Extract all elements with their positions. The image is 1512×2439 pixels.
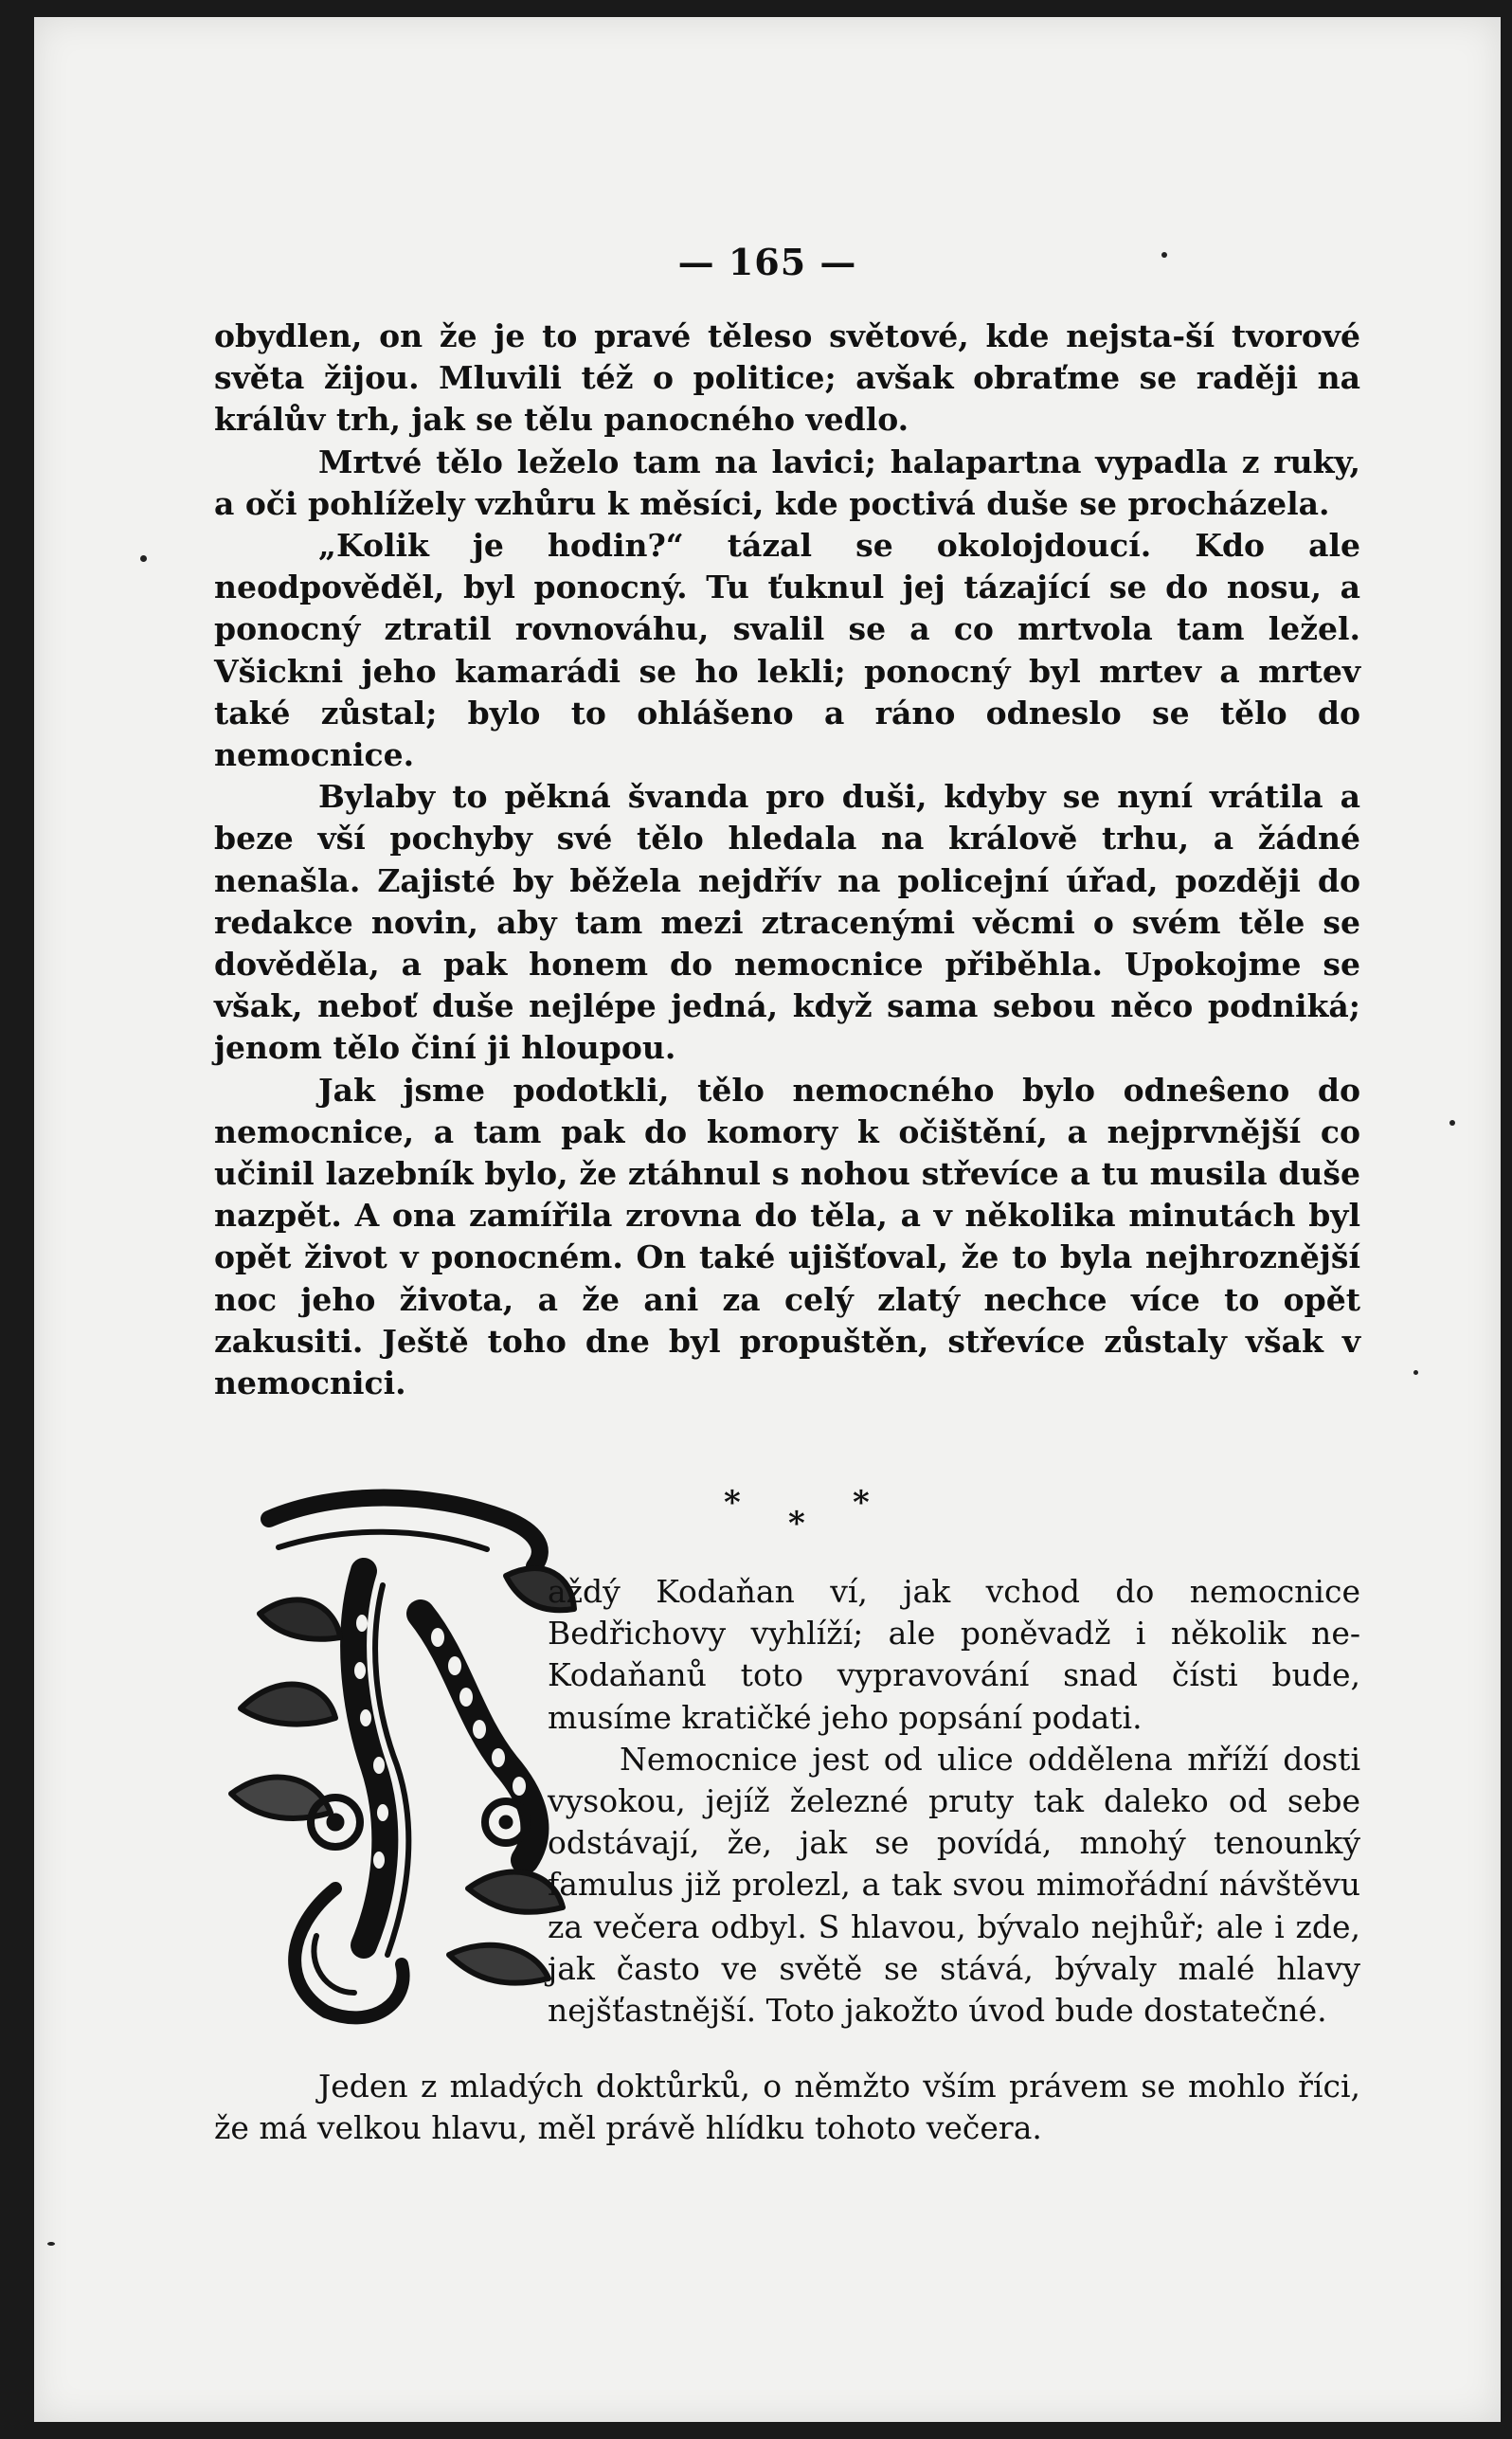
cap-paragraph-2: Nemocnice jest od ulice oddělena mříží dosti vysokou, jejíž železné pruty tak daleko od sebe odstávají, že, jak se povídá, mnohý tenounký famulus již prolezl, a tak svou mimořádní návštěvu za večera odbyl. S hlavou, bývalo nejhůř; ale i zde, jak často ve světě se stává, bývaly malé hlavy nejšťastnější. Toto jakožto úvod bude dostatečné.: [548, 1740, 1360, 2030]
paragraph-5: Jak jsme podotkli, tělo nemocného bylo odneŝeno do nemocnice, a tam pak do komory k očištění, a nejprvnější co učinil lazebník bylo, že ztáhnul s nohou střevíce a tu musila duše nazpět. A ona zamířila zrovna do těla, a v několika minutách byl opět život v ponocném. On také ujišťoval, že to byla nejhroznější noc jeho života, a že ani za celý zlatý nechce více to opět zakusiti. Ještě toho dne byl propuštěn, střevíce zůstaly však v nemocnici.: [214, 1071, 1360, 1402]
tail-text-block: [214, 2066, 1360, 2149]
page-number: — 165 —: [677, 241, 857, 283]
scan-speck: [47, 2242, 55, 2246]
drop-cap-text-block: [548, 1571, 1360, 2032]
separator-star-3: *: [853, 1484, 870, 1522]
paragraph-4: Bylaby to pěkná švanda pro duši, kdyby se nyní vrátila a beze vší pochyby své tělo hledala na královĕ trhu, a žádné nenašla. Zajisté by běžela nejdřív na policejní úřad, později do redakce novin, aby tam mezi ztracenými věcmi o svém těle se dověděla, a pak honem do nemocnice přiběhla. Upokojme se však, neboť duše nejlépe jedná, když sama sebou něco podniká; jenom tělo činí ji hloupou.: [214, 778, 1360, 1067]
book-page: [34, 17, 1501, 2422]
scan-speck: [140, 555, 147, 562]
cap-paragraph-1: aždý Kodaňan ví, jak vchod do nemocnice Bedřichovy vyhlíží; ale poněvadž i několik ne-Kodaňanů toto vypravování snad čísti bude, musíme kratičké jeho popsání podati.: [548, 1573, 1360, 1736]
separator-star-1: *: [724, 1484, 741, 1522]
section-separator: [697, 1484, 925, 1550]
paragraph-3: „Kolik je hodin?“ tázal se okolojdoucí. Kdo ale neodpověděl, byl ponocný. Tu ťuknul jej tázající se do nosu, a ponocný ztratil rovnováhu, svalil se a co mrtvola tam ležel. Všickni jeho kamarádi se ho lekli; ponocný byl mrtev a mrtev také zůstal; bylo to ohlášeno a ráno odneslo se tělo do nemocnice.: [214, 527, 1360, 774]
ornamental-initial-icon: [222, 1481, 582, 2040]
scan-speck: [1413, 1370, 1418, 1375]
scan-speck: [1449, 1120, 1455, 1126]
paragraph-1: obydlen, on že je to pravé těleso světové, kde nejsta-ší tvorové světa žijou. Mluvili též o politice; avšak obraťme se raději na králův trh, jak se tělu panocného vedlo.: [214, 317, 1360, 439]
paragraph-2: Mrtvé tělo leželo tam na lavici; halapartna vypadla z ruky, a oči pohlížely vzhůru k měsíci, kde poctivá duše se procházela.: [214, 443, 1360, 522]
main-text-block: [214, 316, 1360, 1404]
scan-speck: [1161, 252, 1167, 258]
separator-star-2: *: [788, 1505, 805, 1543]
tail-paragraph: Jeden z mladých doktůrků, o němžto vším právem se mohlo říci, že má velkou hlavu, měl právě hlídku tohoto večera.: [214, 2068, 1360, 2147]
